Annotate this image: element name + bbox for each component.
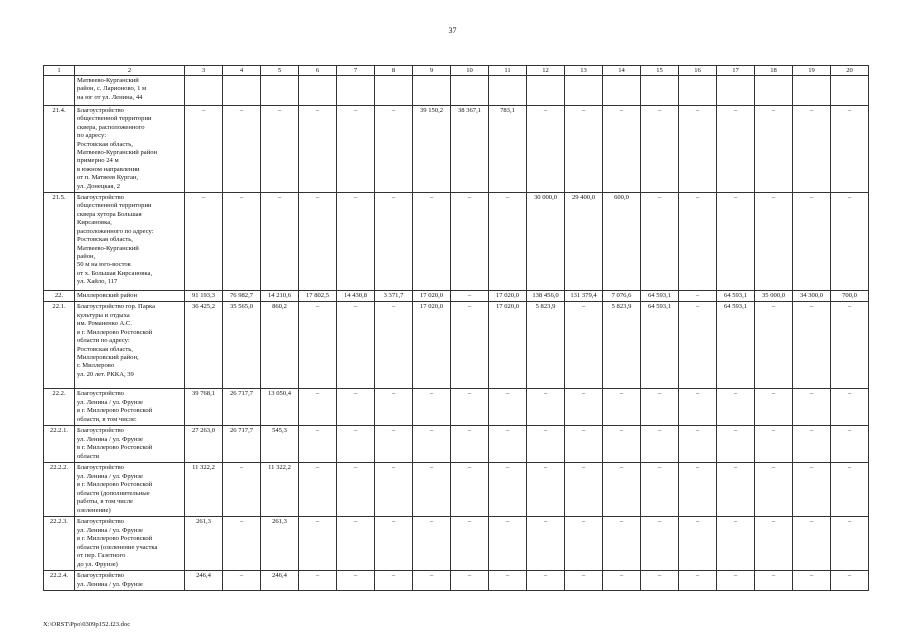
value-cell (603, 76, 641, 106)
value-cell: – (527, 463, 565, 517)
value-cell: – (603, 106, 641, 193)
value-cell: 14 430,8 (337, 291, 375, 302)
value-cell: – (755, 106, 793, 193)
value-cell: – (299, 463, 337, 517)
value-cell: – (413, 463, 451, 517)
value-cell: – (793, 426, 831, 463)
item-number (44, 76, 75, 106)
value-cell: 783,1 (489, 106, 527, 193)
item-description: Благоустройство общественной территории сквера, расположенного по адресу: Ростовская область, Матвеево-Курганский район примерно 24 м в южном направлении от п. Матвеев Курган, ул. Донецкая, 2 (75, 106, 185, 193)
value-cell (489, 76, 527, 106)
value-cell: – (717, 463, 755, 517)
value-cell: – (451, 389, 489, 426)
header-cell: 18 (755, 66, 793, 76)
value-cell: 64 593,1 (717, 291, 755, 302)
value-cell: 13 050,4 (261, 389, 299, 426)
value-cell: – (755, 517, 793, 571)
value-cell: 36 425,2 (185, 302, 223, 389)
value-cell: – (299, 389, 337, 426)
value-cell: – (451, 193, 489, 291)
value-cell: – (413, 571, 451, 591)
value-cell: 138 456,0 (527, 291, 565, 302)
value-cell: 17 020,0 (413, 291, 451, 302)
value-cell: – (451, 517, 489, 571)
header-cell: 3 (185, 66, 223, 76)
value-cell: – (717, 389, 755, 426)
item-description: Благоустройство ул. Ленина / ул. Фрунзе в г. Миллерово Ростовской области, в том числе: (75, 389, 185, 426)
value-cell: – (337, 426, 375, 463)
value-cell: 11 322,2 (185, 463, 223, 517)
value-cell (337, 76, 375, 106)
value-cell (717, 76, 755, 106)
value-cell: 131 379,4 (565, 291, 603, 302)
value-cell: – (641, 463, 679, 517)
value-cell: 64 593,1 (641, 291, 679, 302)
item-number: 22.1. (44, 302, 75, 389)
value-cell: 27 263,0 (185, 426, 223, 463)
value-cell (413, 76, 451, 106)
value-cell (451, 76, 489, 106)
value-cell: – (489, 571, 527, 591)
value-cell: – (679, 302, 717, 389)
table-row (44, 302, 869, 389)
value-cell (565, 76, 603, 106)
value-cell: – (679, 571, 717, 591)
value-cell: 246,4 (185, 571, 223, 591)
value-cell: – (413, 389, 451, 426)
table-row (44, 426, 869, 463)
page-number: 37 (448, 26, 457, 35)
value-cell: – (717, 426, 755, 463)
value-cell: – (299, 426, 337, 463)
table-row (44, 76, 869, 106)
header-cell: 8 (375, 66, 413, 76)
item-description: Благоустройство гор. Парка культуры и отдыха им. Романенко А.С. в г. Миллерово Ростовской области по адресу: Ростовская область, Миллеровский район, г. Миллерово ул. 20 лет. РККА, 39 (75, 302, 185, 389)
header-cell: 16 (679, 66, 717, 76)
header-cell: 10 (451, 66, 489, 76)
value-cell: – (641, 193, 679, 291)
value-cell: 26 717,7 (223, 389, 261, 426)
value-cell: – (831, 302, 869, 389)
value-cell: 7 076,6 (603, 291, 641, 302)
value-cell: – (185, 106, 223, 193)
value-cell: – (679, 193, 717, 291)
value-cell: – (337, 571, 375, 591)
item-description: Благоустройство ул. Ленина / ул. Фрунзе в г. Миллерово Ростовской области (озеленение участка от пер. Газетного до ул. Фрунзе) (75, 517, 185, 571)
value-cell: – (299, 193, 337, 291)
item-number: 22.2.1. (44, 426, 75, 463)
value-cell: – (375, 302, 413, 389)
value-cell: 39 768,1 (185, 389, 223, 426)
value-cell: 17 020,0 (413, 302, 451, 389)
value-cell: – (565, 106, 603, 193)
value-cell: – (489, 389, 527, 426)
value-cell: – (679, 463, 717, 517)
header-cell: 7 (337, 66, 375, 76)
value-cell: – (831, 517, 869, 571)
value-cell: 38 367,1 (451, 106, 489, 193)
value-cell: – (717, 571, 755, 591)
value-cell: 35 000,0 (755, 291, 793, 302)
value-cell: 5 823,9 (527, 302, 565, 389)
table-row (44, 571, 869, 591)
value-cell (223, 76, 261, 106)
value-cell: – (755, 463, 793, 517)
value-cell: – (527, 517, 565, 571)
value-cell: – (831, 389, 869, 426)
value-cell: 64 593,1 (717, 302, 755, 389)
item-number: 22.2.4. (44, 571, 75, 591)
value-cell: – (679, 291, 717, 302)
value-cell: 3 371,7 (375, 291, 413, 302)
value-cell: – (793, 106, 831, 193)
value-cell (299, 76, 337, 106)
value-cell: – (375, 193, 413, 291)
table-row (44, 517, 869, 571)
value-cell: – (527, 389, 565, 426)
value-cell: – (755, 426, 793, 463)
value-cell: 91 193,3 (185, 291, 223, 302)
header-cell: 17 (717, 66, 755, 76)
value-cell: – (603, 426, 641, 463)
value-cell: – (527, 106, 565, 193)
value-cell: – (641, 426, 679, 463)
value-cell: 64 593,1 (641, 302, 679, 389)
table-row (44, 291, 869, 302)
value-cell: – (337, 517, 375, 571)
value-cell: – (831, 193, 869, 291)
value-cell: – (223, 463, 261, 517)
value-cell: – (565, 426, 603, 463)
value-cell (261, 76, 299, 106)
value-cell: – (603, 517, 641, 571)
value-cell: – (641, 389, 679, 426)
value-cell: 29 400,0 (565, 193, 603, 291)
value-cell: 76 982,7 (223, 291, 261, 302)
value-cell: – (641, 106, 679, 193)
value-cell: – (603, 571, 641, 591)
value-cell (831, 76, 869, 106)
header-cell: 12 (527, 66, 565, 76)
value-cell: 26 717,7 (223, 426, 261, 463)
item-number: 22.2. (44, 389, 75, 426)
value-cell: – (679, 517, 717, 571)
header-cell: 9 (413, 66, 451, 76)
value-cell: – (831, 106, 869, 193)
item-number: 22.2.2. (44, 463, 75, 517)
value-cell: – (831, 426, 869, 463)
value-cell (793, 76, 831, 106)
value-cell: 545,3 (261, 426, 299, 463)
value-cell: – (603, 389, 641, 426)
table-row (44, 193, 869, 291)
value-cell: – (299, 571, 337, 591)
value-cell: – (793, 571, 831, 591)
item-number: 22.2.3. (44, 517, 75, 571)
header-cell: 19 (793, 66, 831, 76)
value-cell: – (337, 302, 375, 389)
value-cell: – (717, 193, 755, 291)
value-cell (755, 76, 793, 106)
value-cell: – (755, 193, 793, 291)
value-cell: 5 823,9 (603, 302, 641, 389)
value-cell: – (793, 389, 831, 426)
table-row (44, 106, 869, 193)
header-cell: 15 (641, 66, 679, 76)
item-number: 21.5. (44, 193, 75, 291)
value-cell: – (717, 517, 755, 571)
table-row (44, 463, 869, 517)
value-cell: – (755, 389, 793, 426)
value-cell: – (641, 517, 679, 571)
item-number: 21.4. (44, 106, 75, 193)
value-cell: – (565, 302, 603, 389)
value-cell: 600,0 (603, 193, 641, 291)
header-row (44, 66, 869, 76)
value-cell: 860,2 (261, 302, 299, 389)
value-cell: 34 300,0 (793, 291, 831, 302)
header-cell: 20 (831, 66, 869, 76)
budget-table (43, 65, 869, 591)
value-cell (527, 76, 565, 106)
value-cell: – (223, 106, 261, 193)
value-cell: – (793, 517, 831, 571)
value-cell: – (223, 571, 261, 591)
item-description: Благоустройство общественной территории сквера хутора Большая Кирсановка, расположенного по адресу: Ростовская область, Матвеево-Курганский район, 50 м на юго-восток от х. Большая Кирсановка, ул. Хайло, 117 (75, 193, 185, 291)
value-cell: – (565, 571, 603, 591)
table-row (44, 389, 869, 426)
value-cell: – (299, 517, 337, 571)
item-description: Матвеево-Курганский район, с. Ларионово, 1 м на юг от ул. Ленина, 44 (75, 76, 185, 106)
header-cell: 11 (489, 66, 527, 76)
value-cell: – (375, 389, 413, 426)
value-cell: – (223, 517, 261, 571)
value-cell: 17 802,5 (299, 291, 337, 302)
value-cell: – (717, 106, 755, 193)
value-cell: – (489, 193, 527, 291)
value-cell: – (337, 193, 375, 291)
value-cell: – (261, 106, 299, 193)
value-cell: 261,3 (261, 517, 299, 571)
value-cell: – (793, 302, 831, 389)
value-cell: – (375, 463, 413, 517)
value-cell: – (641, 571, 679, 591)
header-cell: 5 (261, 66, 299, 76)
value-cell: – (831, 571, 869, 591)
value-cell: – (413, 426, 451, 463)
value-cell: – (261, 193, 299, 291)
value-cell: 30 000,0 (527, 193, 565, 291)
header-cell: 1 (44, 66, 75, 76)
value-cell: 35 565,0 (223, 302, 261, 389)
value-cell: 700,0 (831, 291, 869, 302)
value-cell: – (831, 463, 869, 517)
item-description: Благоустройство ул. Ленина / ул. Фрунзе в г. Миллерово Ростовской области (75, 426, 185, 463)
value-cell: 261,3 (185, 517, 223, 571)
value-cell: – (603, 463, 641, 517)
value-cell: – (299, 106, 337, 193)
value-cell: – (413, 193, 451, 291)
header-cell: 4 (223, 66, 261, 76)
value-cell: – (679, 106, 717, 193)
header-cell: 6 (299, 66, 337, 76)
value-cell: – (565, 389, 603, 426)
value-cell: – (223, 193, 261, 291)
value-cell: – (375, 517, 413, 571)
value-cell (185, 76, 223, 106)
header-cell: 13 (565, 66, 603, 76)
value-cell: – (679, 426, 717, 463)
item-description: Благоустройство ул. Ленина / ул. Фрунзе в г. Миллерово Ростовской области (дополнительные работы, в том числе озеленение) (75, 463, 185, 517)
value-cell: – (489, 463, 527, 517)
value-cell: – (375, 106, 413, 193)
value-cell: – (527, 426, 565, 463)
value-cell: – (451, 426, 489, 463)
value-cell: – (375, 571, 413, 591)
item-description: Миллеровский район (75, 291, 185, 302)
value-cell: – (793, 193, 831, 291)
value-cell: – (451, 463, 489, 517)
item-description: Благоустройство ул. Ленина / ул. Фрунзе (75, 571, 185, 591)
value-cell: 39 150,2 (413, 106, 451, 193)
header-cell: 14 (603, 66, 641, 76)
value-cell: 17 020,0 (489, 291, 527, 302)
value-cell: – (337, 463, 375, 517)
value-cell: – (413, 517, 451, 571)
value-cell (375, 76, 413, 106)
value-cell: – (451, 571, 489, 591)
value-cell: – (185, 193, 223, 291)
value-cell (641, 76, 679, 106)
value-cell: – (755, 302, 793, 389)
value-cell: – (451, 302, 489, 389)
value-cell: – (337, 106, 375, 193)
value-cell: – (489, 517, 527, 571)
value-cell: 17 020,0 (489, 302, 527, 389)
value-cell: – (299, 302, 337, 389)
value-cell: – (375, 426, 413, 463)
value-cell (679, 76, 717, 106)
value-cell: – (793, 463, 831, 517)
value-cell: – (451, 291, 489, 302)
value-cell: 14 210,6 (261, 291, 299, 302)
value-cell: – (337, 389, 375, 426)
value-cell: – (565, 517, 603, 571)
value-cell: – (489, 426, 527, 463)
value-cell: – (679, 389, 717, 426)
value-cell: 246,4 (261, 571, 299, 591)
value-cell: – (755, 571, 793, 591)
value-cell: 11 322,2 (261, 463, 299, 517)
value-cell: – (565, 463, 603, 517)
file-path-footer: X:\ORST\Ppo\0309p152.f23.doc (43, 621, 131, 628)
item-number: 22. (44, 291, 75, 302)
value-cell: – (527, 571, 565, 591)
header-cell: 2 (75, 66, 185, 76)
